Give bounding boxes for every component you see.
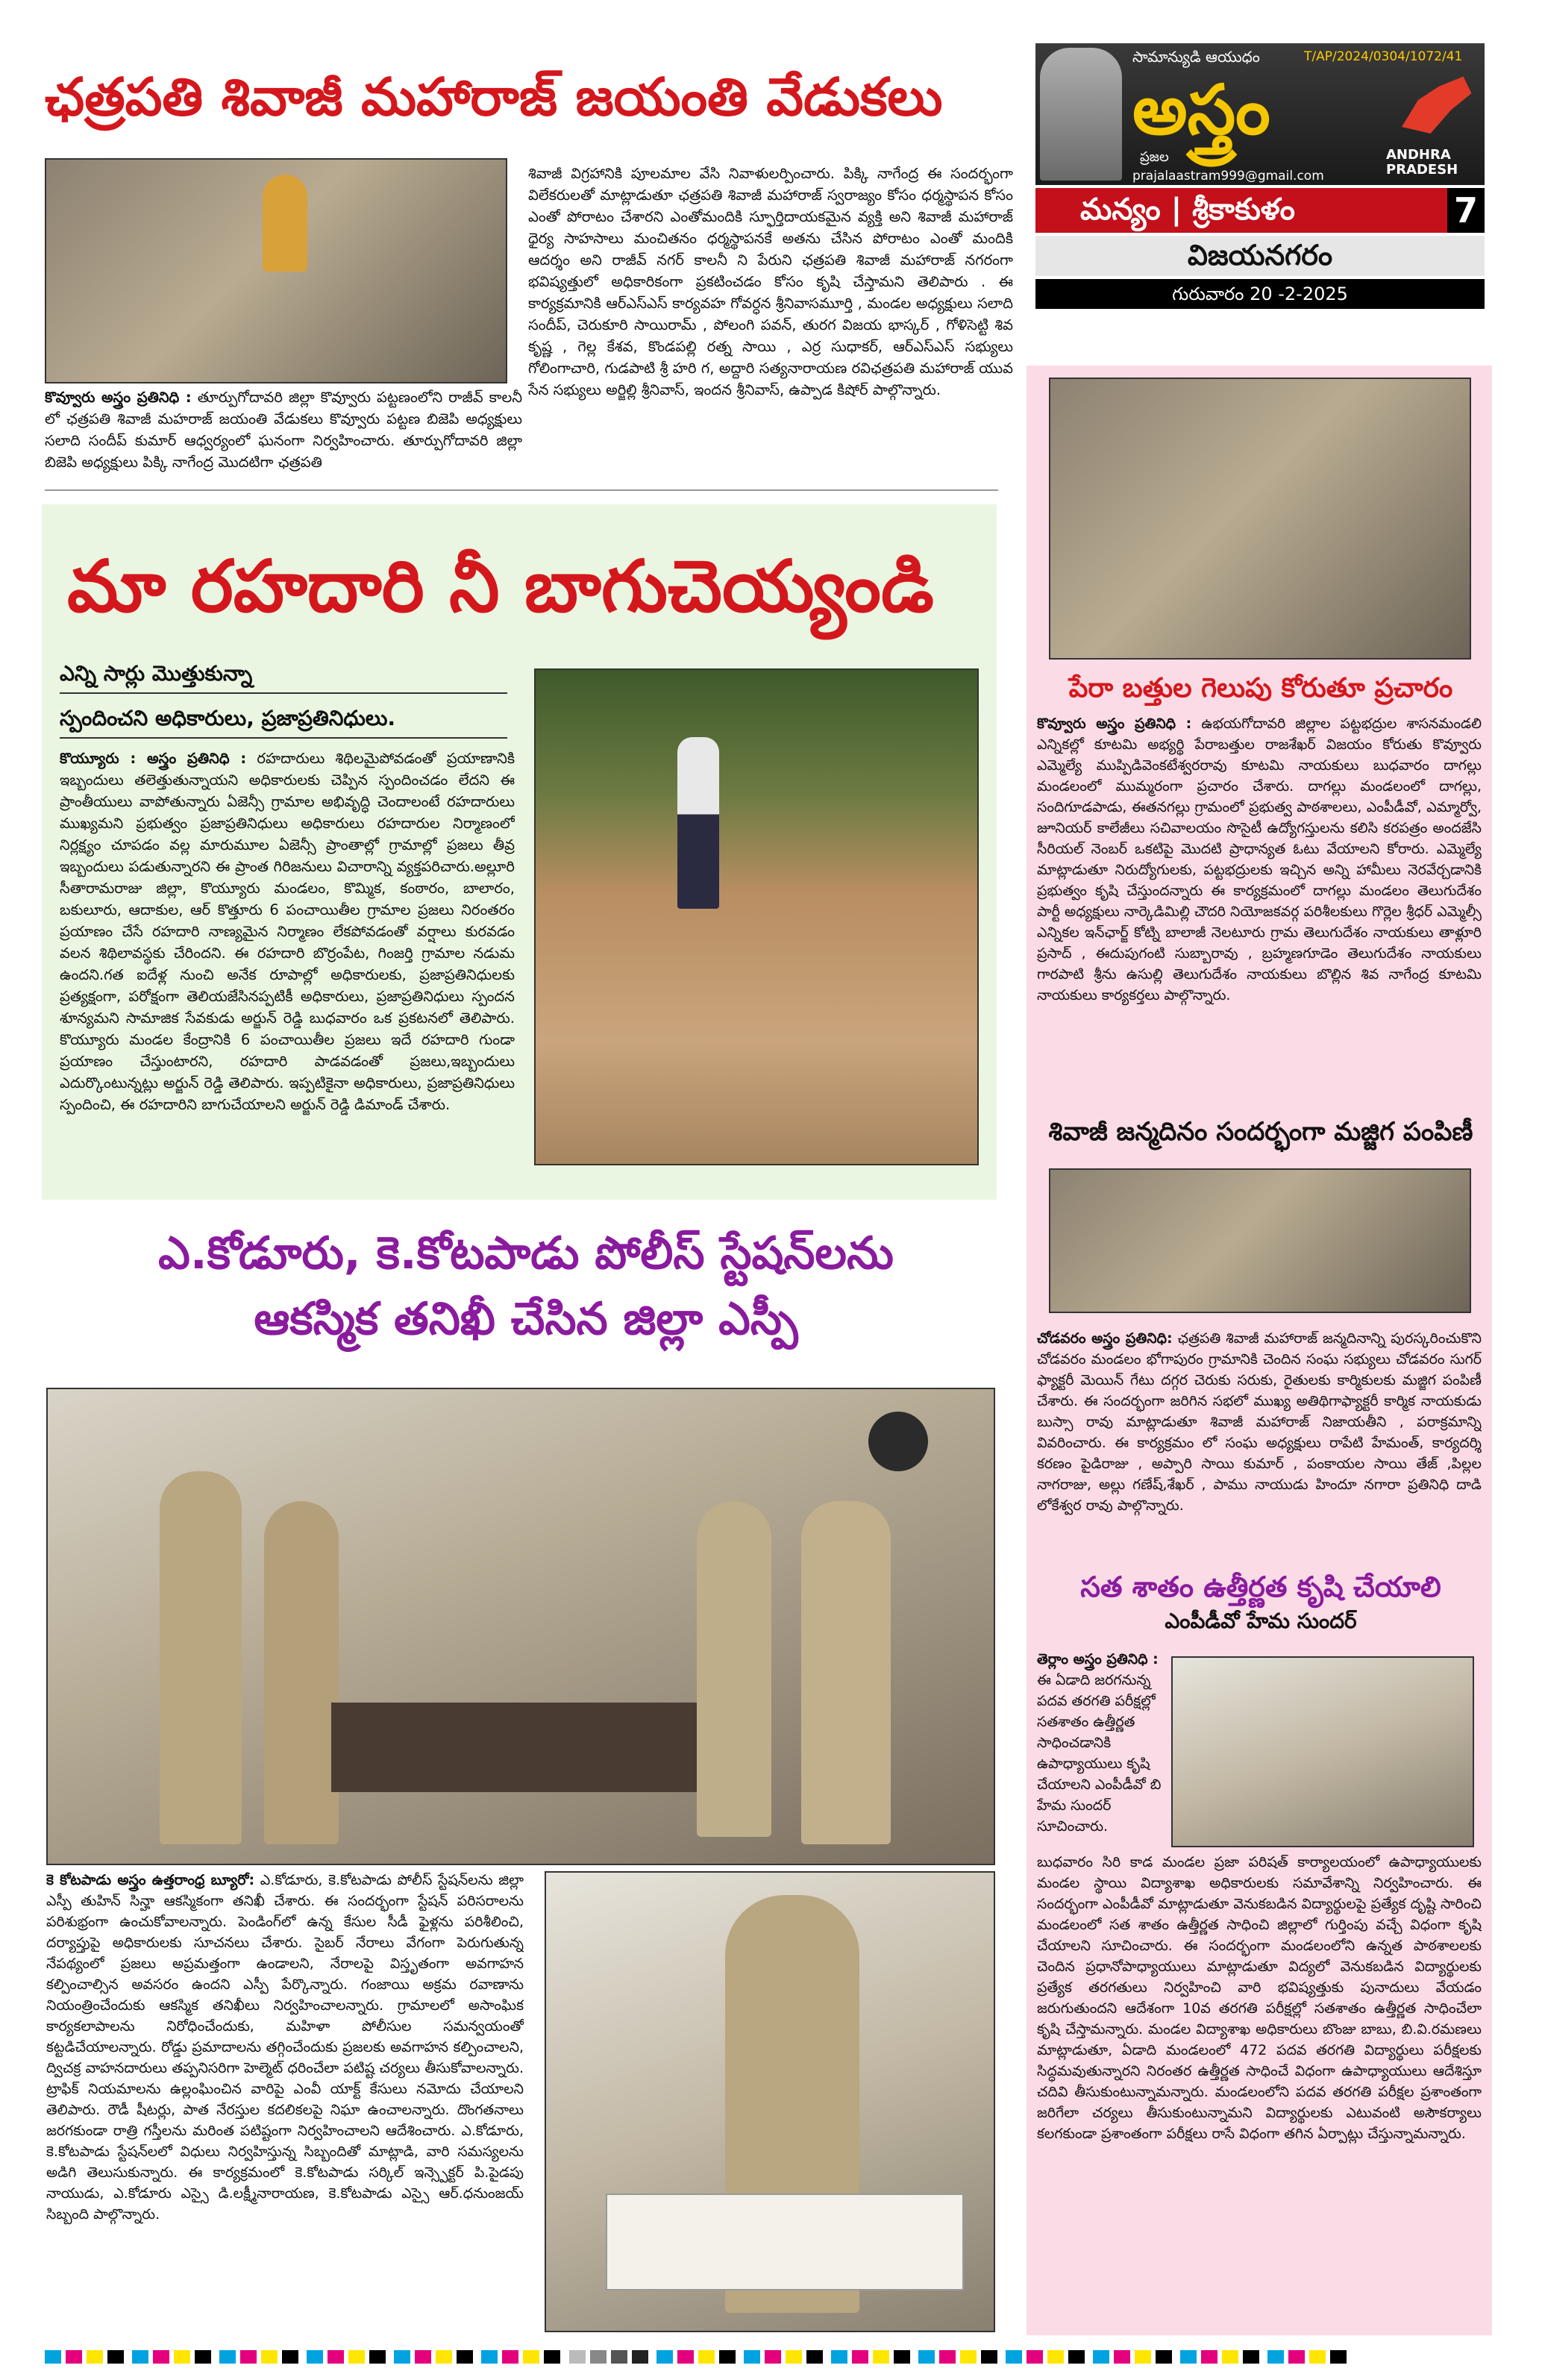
right-story-b-text: ఛత్రపతి శివాజీ మహారాజ్ జన్మదినాన్ని పురస్కరించుకొని చోడవరం మండలం భోగాపురం గ్రామానికి చెందిన సంఘ సభ్యులు చోడవరం సుగర్ ఫ్యాక్టరీ మెయిన్ గేటు దగ్గర చెరుకు సరుకు, రైతులకు కార్మికులకు మజ్జిగ పంపిణీ చేశారు. ఈ సందర్భంగా జరిగిన సభలో ముఖ్య అతిథిగాఫ్యాక్టరీ కార్మిక నాయకుడు బుస్సా రావు మాట్లాడుతూ శివాజీ మహారాజ్ నిజాయతీని , పరాక్రమాన్ని వివరించారు. ఈ కార్యక్రమం లో సంఘ అధ్యక్షులు రాపేటి హేమంత్, కార్యదర్శి కరణం పైడిరాజు , అప్పారి సాయి కుమార్ , పంకాయల సాయి తేజ్ ,పిల్లల నాగరాజు, అల్లు గణేష్,శేఖర్ , పాము నాయుడు హిందూ నగారా ప్రతినిధి దాడి లోకేశ్వర రావు పాల్గొన్నారు. (1037, 1330, 1482, 1514)
statue-figure (263, 175, 307, 272)
story2-subhead-rule (60, 692, 507, 694)
desk (331, 1703, 734, 1792)
story3-headline2: ఆకస్మిక తనిఖీ చేసిన జిల్లా ఎస్పీ (254, 1293, 798, 1345)
edition-line1: మన్యం | శ్రీకాకుళం (1080, 192, 1295, 227)
story3-body-text: ఎ.కోడూరు, కె.కోటపాడు పోలీస్ స్టేషన్‌లను జిల్లా ఎస్పీ తుహిన్ సిన్హా ఆకస్మికంగా తనిఖీ చేశారు. ఈ సందర్భంగా స్టేషన్ పరిసరాలను పరిశుభ్రంగా ఉంచుకోవాలన్నారు. పెండింగ్‌లో ఉన్న కేసుల సీడీ ఫైళ్లను పరిశీలించి, దర్యాప్తుపై అధికారులకు సూచనలు చేశారు. సైబర్ నేరాలు వేగంగా పెరుగుతున్న నేపథ్యంలో ప్రజలు అప్రమత్తంగా ఉండాలని, నేరాలపై విస్తృతంగా అవగాహన కల్పించాల్సిన అవసరం ఉందని ఎస్పీ పేర్కొన్నారు. గంజాయి అక్రమ రవాణాను నియంత్రించేందుకు ఆకస్మిక తనిఖీలు నిర్వహించాలన్నారు. గ్రామాలలో అసాంఘిక కార్యకలాపాలను నిరోధించేందుకు, మహిళా పోలీసుల సమన్వయంతో కట్టడిచేయాలన్నారు. రోడ్డు ప్రమాదాలను తగ్గించేందుకు ప్రజలకు అవగాహన కల్పించాలని, ద్విచక్ర వాహనదారులు తప్పనిసరిగా హెల్మెట్ ధరించేలా పటిష్ట చర్యలు తీసుకోవాలన్నారు. ట్రాఫిక్ నియమాలను ఉల్లంఘించిన వారిపై ఎంవీ యాక్ట్ కేసులు నమోదు చేయాలని తెలిపారు. రౌడీ షీటర్లు, పాత నేరస్తుల కదలికలపై నిఘా ఉంచాలన్నారు. దొంగతనాలు జరగకుండా రాత్రి గస్తీలను మరింత పటిష్టంగా నిర్వహించాలని ఆదేశించారు. ఎ.కోడూరు, కె.కోటపాడు స్టేషన్‌లలో విధులు నిర్వహిస్తున్న సిబ్బందితో మాట్లాడి, వారి సమస్యలను అడిగి తెలుసుకున్నారు. ఈ కార్యక్రమంలో కె.కోటపాడు సర్కిల్ ఇన్స్పెక్టర్ పి.పైడపు నాయుడు, ఎ.కోడూరు ఎస్సై డి.లక్ష్మీనారాయణ, కె.కోటపాడు ఎస్సై ఆర్.ధనుంజయ్ సిబ్బంది పాల్గొన్నారు. (46, 1872, 524, 2223)
print-registration-strip (45, 2350, 1492, 2368)
andhra-map-icon (1394, 73, 1476, 140)
divider-1 (45, 489, 998, 491)
story2-headline: మా రహదారి నీ బాగుచెయ్యండి (67, 545, 934, 628)
right-story-c-subhead: ఎంపీడీవో హేమ సుందర్ (1165, 1609, 1357, 1633)
right-story-b-headline: శివాజీ జన్మదినం సందర్భంగా మజ్జిగ పంపిణీ (1048, 1117, 1473, 1147)
story3-headline1: ఎ.కోడూరు, కె.కోటపాడు పోలీస్ స్టేషన్‌లను (158, 1227, 894, 1280)
issue-date: గురువారం 20 -2-2025 (1172, 284, 1348, 304)
policewoman-2 (801, 1501, 891, 1844)
right-story-a-body (1037, 713, 1482, 1104)
page-number: 7 (1447, 188, 1485, 233)
story3-byline: కె కోటపాడు అస్త్రం ఉత్తరాంధ్ర బ్యూరో: (46, 1872, 255, 1888)
right-story-c-headline: సత శాతం ఉత్తీర్ణత కృషి చేయాలి (1080, 1571, 1441, 1603)
buddha-statue-image (1040, 48, 1122, 181)
photo-police-station-inspection (46, 1388, 995, 1865)
masthead-email: prajalaastram999@gmail.com (1132, 169, 1324, 184)
story1-col2: శివాజీ విగ్రహానికి పూలమాల వేసి నివాళులర్పించారు. పిక్కి నాగేంద్ర ఈ సందర్భంగా విలేకరులతో మాట్లాడుతూ ఛత్రపతి శివాజీ మహారాజ్ స్వరాజ్యం కోసం ధర్మస్థాపన కోసం ఎంతో పోరాటం చేశారని ఎంతోమందికి స్ఫూర్తిదాయకమైన వ్యక్తి అని శివాజీ మహారాజ్ ధైర్య సాహసాలు మంచితనం ధర్మస్థాపనకే అతను చేసిన పోరాటం ఎంతో మందికి ఆదర్శం అని రాజీవ్ నగర్ కాలనీ ని పేరుని ఛత్రపతి శివాజీ మహారాజ్ నగరంగా భవిష్యత్తులో అధికారికంగా ప్రకటించడం కోసం కృషి చేస్తామని తెలిపారు . ఈ కార్యక్రమానికి ఆర్ఎస్ఎస్ కార్యవహ గోవర్ధన శ్రీనివాసమూర్తి , మండల అధ్యక్షులు సలాది సందీప్, చెరుకూరి సాయిరామ్ , పోలంగి పవన్, తురగ విజయ భాస్కర్ , గోళిసెట్టి శివ కృష్ణ , గెల్ల కేశవ, కొండపల్లి రత్న సాయి , ఎర్ర సుధాకర్, ఆర్ఎస్ఎస్ సభ్యులు గోలింగాచారి, గుడపాటి శ్రీ హరి గ, అద్దారి సత్యనారాయణ రవిఛత్రపతి మహారాజ్ యువ సేన సభ్యులు అర్జిల్లి శ్రీనివాస్, ఇందన శ్రీనివాస్, ఉప్పాడ కిషోర్ పాల్గొన్నారు. (528, 165, 1013, 398)
edition-line2-bar (1035, 236, 1485, 276)
masthead-paper-sub: ప్రజల (1140, 149, 1169, 165)
right-story-a-headline: పేరా బత్తుల గెలుపు కోరుతూ ప్రచారం (1068, 673, 1453, 704)
police-officer-2 (264, 1501, 339, 1844)
photo-campaign-group (1049, 378, 1471, 660)
register-book (606, 2193, 964, 2290)
right-story-c-intro (1037, 1649, 1164, 1840)
police-officer-1 (160, 1471, 242, 1844)
right-story-b-body (1037, 1328, 1482, 1561)
story2-byline: కొయ్యూరు : అస్త్రం ప్రతినిధి : (60, 750, 247, 767)
story2-subhead2: స్పందించని అధికారులు, ప్రజాప్రతినిధులు. (60, 706, 396, 730)
story1-col1-text: తూర్పుగోదావరి జిల్లా కొవ్వూరు పట్టణంలోని రాజీవ్ కాలనీ లో ఛత్రపతి శివాజీ మహరాజ్ జయంతి వేడుకలు కొవ్వూరు పట్టణ బిజెపి అధ్యక్షులు సలాది సందీప్ కుమార్ ఆధ్వర్యంలో ఘనంగా నిర్వహించారు. తూర్పుగోదావరి జిల్లా బిజెపి అధ్యక్షులు పిక్కి నాగేంద్ర మొదటిగా ఛత్రపతి (45, 389, 522, 471)
edition-line2: విజయనగరం (1187, 239, 1333, 272)
police-logo-icon (868, 1412, 928, 1471)
photo-road-damaged (534, 668, 979, 1165)
policewoman-1 (697, 1501, 771, 1837)
photo-shivaji-statue-group (45, 158, 507, 383)
right-story-a-text: ఉభయగోదావరి జిల్లాల పట్టభద్రుల శాసనమండలి ఎన్నికల్లో కూటమి అభ్యర్థి పేరాబత్తుల రాజశేఖర్ విజయం కోరుతు కొవ్వూరు ఎమ్మెల్యే ముప్పిడివెంకటేశ్వరరావు కూటమి నాయకులు బుధవారం దాగల్లు మండలంలో ముమ్మరంగా ప్రచారం చేశారు. దాగల్లు మండలంలో దాగల్లు, సందిగూడపాడు, ఈతనగల్లు గ్రామంలో ప్రభుత్వ పాఠశాలలు, ఎంపీడీవో, ఎమ్మార్వో, జూనియర్ కాలేజీలు సచివాలయం సొసైటీ ఉద్యోగస్తులను కలిసి కరపత్రం అందజేసి సీరియల్ నెంబర్ ఒకటిపై మొదటి ప్రాధాన్యత ఓటు వేయాలని కోరారు. ఎమ్మెల్యే మాట్లాడుతూ నిరుద్యోగులకు, పట్టభద్రులకు ఇచ్చిన అన్ని హామీలు నెరవేర్చడానికి ప్రభుత్వం కృషి చేస్తుందన్నారు ఈ కార్యక్రమంలో దాగల్లు మండలం తెలుగుదేశం పార్టీ అధ్యక్షులు నార్కెడిమిల్లి చౌదరి నియోజకవర్గ పరిశీలకులు గొర్లెల శ్రీధర్ ఎమ్మెల్సీ ఎన్నికల ఇన్‌ఛార్జ్ కోట్ని బాలాజీ నెలటూరు గ్రామ తెలుగుదేశం నాయకులు తాళ్లూరి ప్రసాద్ , ఈదుపుగంటి సుబ్బారావు , బ్రహ్మణగూడెం తెలుగుదేశం నాయకులు గారపాటి శ్రీను ఉసుల్లి తెలుగుదేశం నాయకులు బొల్లిన శివ నాగేంద్ర కూటమి నాయకులు కార్యకర్తలు పాల్గొన్నారు. (1037, 715, 1482, 1003)
masthead-paper-name: అస్త్రం (1132, 70, 1270, 150)
man-standing-figure (677, 737, 719, 909)
masthead-reg-no: T/AP/2024/0304/1072/41 (1304, 49, 1463, 64)
story3-body (46, 1870, 524, 2332)
story2-subhead-rule2 (60, 737, 507, 739)
edition-bar (1035, 188, 1485, 233)
right-story-a-byline: కొవ్వూరు అస్త్రం ప్రతినిధి : (1037, 715, 1192, 732)
story2-body-text: రహదారులు శిథిలమైపోవడంతో ప్రయాణానికి ఇబ్బందులు తలెత్తుతున్నాయని అధికారులకు చెప్పిన స్పందించడం లేదని ఈ ప్రాంతీయులు వాపోతున్నారు ఏజెన్సీ గ్రామాల అభివృద్ధి చెందాలంటే రహదారులు ముఖ్యమని ప్రభుత్వం ప్రజాప్రతినిధులు అధికారులు రహదారుల నిర్మాణంలో నిర్లక్ష్యం చూపడం వల్ల మారుమూల ఏజెన్సీ ప్రాంతాల్లో గ్రామాల్లో ప్రజలు తీవ్ర ఇబ్బందులు పడుతున్నారని ఈ ప్రాంత గిరిజనులు విచారాన్ని వ్యక్తపరిచారు.అల్లూరి సీతారామరాజు జిల్లా, కొయ్యూరు మండలం, కొమ్మిక, కంఠారం, బాలారం, బకులూరు, ఆదాకుల, ఆర్ కొత్తూరు 6 పంచాయితీల గ్రామాల ప్రజలు నిరంతరం ప్రయాణం చేసే రహదారి నాణ్యమైన నిర్మాణం లేకపోవడంతో వర్షాలు కురవడం వలన శిథిలావస్థకు చేరిందని. ఈ రహదారి బొర్రంపేట, గింజర్తి గ్రామాల నడుమ ఉందని.గత ఐదేళ్ల నుంచి అనేక రూపాల్లో అధికారులకు, ప్రజాప్రతినిధులకు ప్రత్యక్షంగా, పరోక్షంగా తెలియజేసినప్పటికీ అధికారులు, ప్రజాప్రతినిధులు స్పందన శూన్యమని సామాజిక సేవకుడు అర్జున్ రెడ్డి బుధవారం ఒక ప్రకటనలో తెలిపారు. కొయ్యూరు మండల కేంద్రానికి 6 పంచాయితీల ప్రజలు ఇదే రహదారి గుండా ప్రయాణం చేస్తుంటారని, రహదారి పాడవడంతో ప్రజలు,ఇబ్బందులు ఎదుర్కొంటున్నట్లు అర్జున్ రెడ్డి తెలిపారు. ఇప్పటికైనా అధికారులు, ప్రజాప్రతినిధులు స్పందించి, ఈ రహదారిని బాగుచేయాలని అర్జున్ రెడ్డి డిమాండ్ చేశారు. (60, 750, 515, 1113)
right-story-c-intro-text: ఈ ఏడాది జరగనున్న పదవ తరగతి పరీక్షల్లో సతశాతం ఉత్తీర్ణత సాధించడానికి ఉపాధ్యాయులు కృషి చేయాలని ఎంపీడీవో బి హేమ సుందర్ సూచించారు. (1037, 1672, 1162, 1835)
story1-col1 (45, 386, 522, 476)
photo-mpdo-meeting (1171, 1656, 1474, 1847)
right-story-c-byline: తెర్లాం అస్త్రం ప్రతినిధి : (1037, 1651, 1159, 1667)
story2-subhead1: ఎన్ని సార్లు మొత్తుకున్నా (60, 661, 253, 686)
story1-headline: ఛత్రపతి శివాజీ మహారాజ్ జయంతి వేడుకలు (45, 66, 943, 128)
photo-buttermilk-distribution (1049, 1168, 1471, 1313)
story1-byline: కొవ్వూరు అస్త్రం ప్రతినిధి : (45, 389, 192, 406)
masthead-state: ANDHRA PRADESH (1386, 147, 1458, 178)
masthead-tagline: సామాన్యుడి ఆయుధం (1132, 48, 1260, 66)
masthead-box (1035, 43, 1485, 185)
right-story-c-body: బుధవారం సిరి కాడ మండల ప్రజా పరిషత్ కార్యాలయంలో ఉపాధ్యాయులకు మండల స్థాయి విద్యాశాఖ అధికారులకు సమావేశాన్ని నిర్వహించారు. ఈ సందర్భంగా ఎంపీడీవో మాట్లాడుతూ వెనుకబడిన విద్యార్థులపై ప్రత్యేక దృష్టి సారించి మండలంలో సత శాతం ఉత్తీర్ణత సాధించి జిల్లాలో గుర్తింపు వచ్చే విధంగా కృషి చేయాలని సూచించారు. ఈ సందర్భంగా మండలంలోని ఉన్నత పాఠశాలలకు చెందిన ప్రధానోపాధ్యాయులు మాట్లాడుతూ విద్యలో వెనుకబడిన విద్యార్థులకు ప్రత్యేక తరగతులు నిర్వహించి వారి భవిష్యత్తుకు పునాదులు వేయడం జరుగుతుందని ఆదేశంగా 10వ తరగతి పరీక్షల్లో సతశాతం ఉత్తీర్ణత సాధించేలా కృషి చేస్తామన్నారు. మండల విద్యాశాఖ అధికారులు బొంజు బాబు, బి.వి.రమణలు మాట్లాడుతూ, ఏడాది మండలంలో 472 పదవ తరగతి విద్యార్థులు పరీక్షలకు సిద్ధమవుతున్నారని నిరంతర ఉత్తీర్ణత సాధించే విధంగా ఉపాధ్యాయులు ఆదేశిస్తూ చదివి తీసుకుంటున్నామన్నారు. మండలంలోని పదవ తరగతి పరీక్షల ప్రశాంతంగా జరిగేలా చర్యలు తీసుకుంటున్నామని విద్యార్థులకు ఎటువంటి అసౌకర్యాలు కలగకుండా ప్రశాంతంగా పరీక్షలు రాసే విధంగా తగిన ఏర్పాట్లు చేస్తున్నామన్నారు. (1037, 1854, 1482, 2142)
story2-body (60, 748, 515, 1188)
right-story-b-byline: చోడవరం అస్త్రం ప్రతినిధి: (1037, 1330, 1173, 1347)
photo-sp-writing (545, 1871, 995, 2332)
date-bar (1035, 279, 1485, 309)
